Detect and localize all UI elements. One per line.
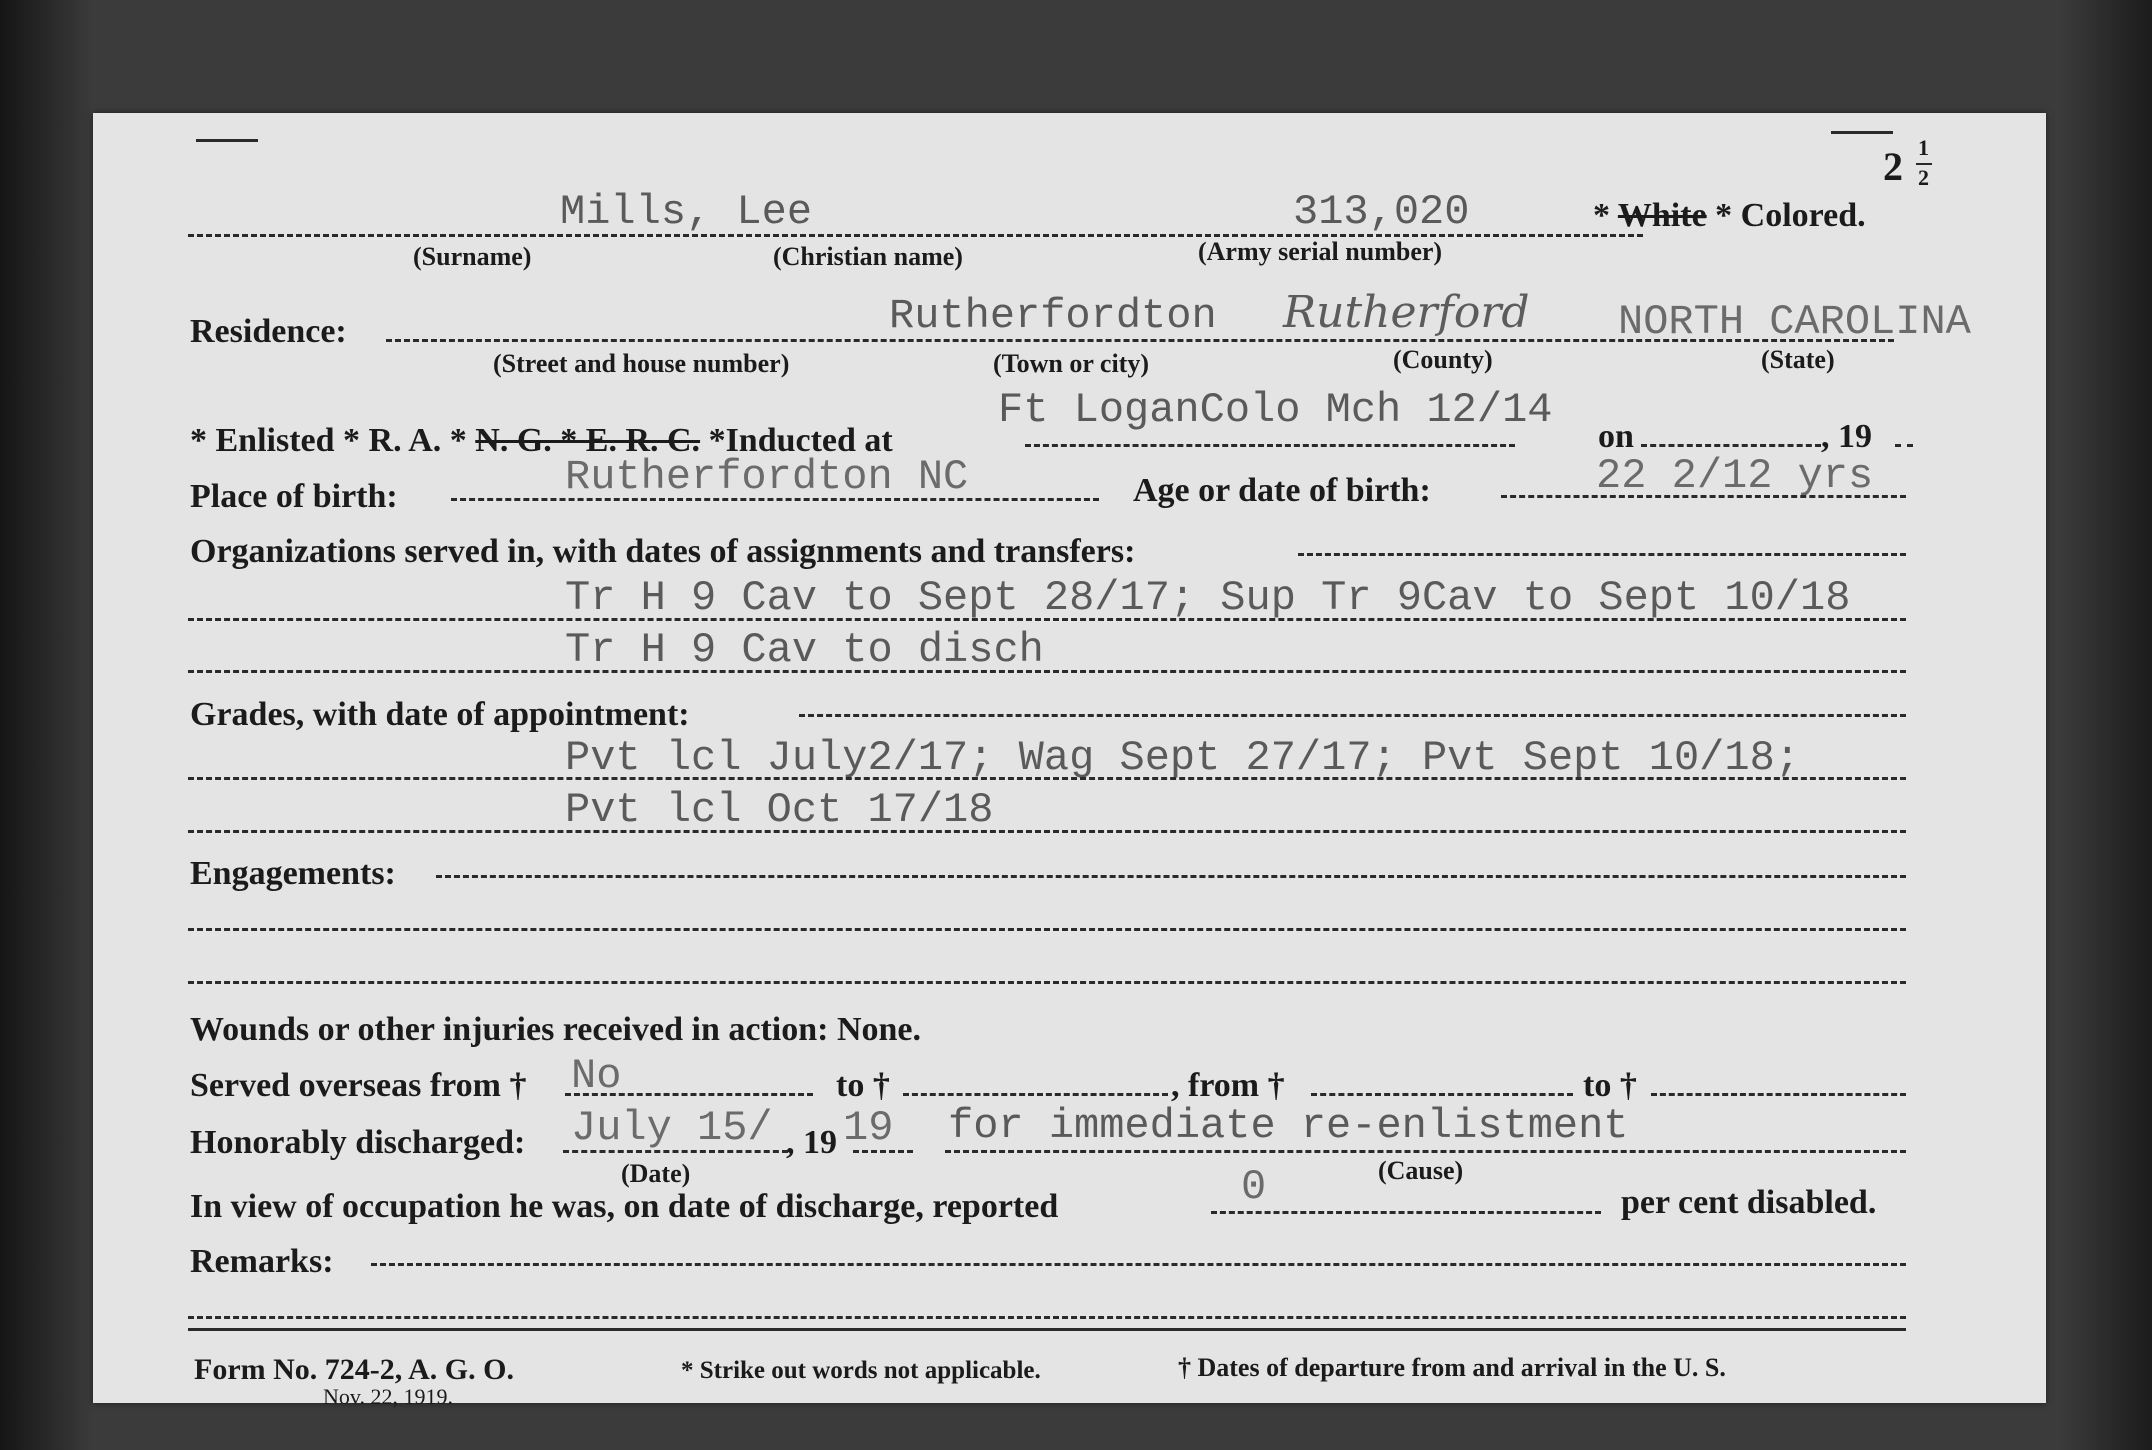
age-label: Age or date of birth: [1133, 472, 1431, 509]
organizations-line1-value: Tr H 9 Cav to Sept 28/17; Sup Tr 9Cav to Sept 10/18 [565, 574, 1851, 622]
discharge-date-line [563, 1150, 788, 1153]
induction-place-line [1025, 444, 1515, 447]
disability-suffix: per cent disabled. [1621, 1184, 1877, 1221]
overseas-to2-line [1651, 1093, 1906, 1096]
discharge-year-line [853, 1150, 913, 1153]
year-label: , 19 [1821, 418, 1872, 455]
on-label: on [1598, 418, 1634, 455]
name-value: Mills, Lee [560, 188, 813, 236]
overseas-from-line [565, 1093, 813, 1096]
discharge-year-prefix: , 19 [786, 1124, 837, 1161]
race-white-struck: White [1617, 197, 1707, 234]
race-options: * White * Colored. [1593, 197, 1866, 234]
scanner-background-right [2062, 0, 2152, 1450]
county-caption: (County) [1393, 345, 1493, 374]
place-of-birth-line [451, 498, 1099, 501]
grades-line-1 [188, 777, 1906, 780]
service-record-card [93, 113, 2046, 1409]
year-line [1895, 444, 1913, 447]
surname-caption: (Surname) [413, 242, 532, 271]
organizations-line-2 [188, 670, 1906, 673]
enlisted-label: * Enlisted * R. A. * N. G. * E. R. C. *Inducted at [190, 422, 893, 459]
date-caption: (Date) [621, 1159, 691, 1188]
form-date: Nov. 22, 1919. [323, 1384, 453, 1409]
residence-line [386, 339, 1894, 342]
overseas-label: Served overseas from † [190, 1067, 527, 1104]
grades-line-0 [799, 714, 1906, 717]
race-colored: Colored. [1740, 197, 1866, 234]
corner-fraction-denominator: 2 [1918, 165, 1929, 190]
discharge-label: Honorably discharged: [190, 1124, 526, 1161]
on-date-line [1641, 444, 1821, 447]
engagements-line-1 [188, 928, 1906, 931]
overseas-to2-label: to † [1583, 1067, 1637, 1104]
discharge-cause-line [945, 1150, 1906, 1153]
age-value: 22 2/12 yrs [1596, 452, 1874, 500]
top-right-mark [1831, 131, 1893, 134]
discharge-cause-value: for immediate re-enlistment [948, 1102, 1629, 1150]
corner-fraction-numerator: 1 [1918, 135, 1929, 160]
remarks-rule [188, 1328, 1906, 1331]
cause-caption: (Cause) [1378, 1156, 1464, 1185]
scanner-background-left [0, 0, 95, 1450]
wounds-label [190, 1013, 921, 1047]
organizations-line2-value: Tr H 9 Cav to disch [565, 626, 1044, 674]
engagements-line-0 [436, 875, 1906, 878]
form-number: Form No. 724-2, A. G. O. [194, 1353, 514, 1386]
discharge-date-value: July 15/ [571, 1104, 773, 1152]
place-of-birth-label: Place of birth: [190, 478, 398, 515]
wounds-label-text: Wounds or other injuries received in action: [190, 1011, 829, 1048]
town-caption: (Town or city) [993, 349, 1149, 378]
enlisted-prefix: * Enlisted * R. A. [190, 422, 442, 459]
remarks-label: Remarks: [190, 1243, 334, 1280]
disability-line [1211, 1211, 1601, 1214]
top-left-mark [196, 139, 258, 142]
serial-number-value: 313,020 [1293, 188, 1470, 236]
grades-line1-value: Pvt lcl July2/17; Wag Sept 27/17; Pvt Sept 10/18; [565, 734, 1801, 782]
induction-place-value: Ft LoganColo Mch 12/14 [998, 386, 1553, 434]
engagements-label: Engagements: [190, 855, 396, 892]
grades-line2-value: Pvt lcl Oct 17/18 [565, 786, 994, 834]
strike-note: * Strike out words not applicable. [681, 1357, 1041, 1384]
discharge-year-value: 19 [843, 1104, 894, 1152]
christian-name-caption: (Christian name) [773, 242, 963, 271]
enlisted-suffix: *Inducted at [708, 422, 893, 459]
residence-town-value: Rutherfordton [889, 292, 1217, 340]
disability-value: 0 [1241, 1163, 1267, 1211]
disability-label: In view of occupation he was, on date of discharge, reported [190, 1188, 1059, 1225]
grades-line-2 [188, 830, 1906, 833]
overseas-to-label: to † [836, 1067, 890, 1104]
residence-label: Residence: [190, 313, 347, 350]
residence-state-value: NORTH CAROLINA [1618, 298, 1971, 346]
dates-note: † Dates of departure from and arrival in the U. S. [1178, 1353, 1726, 1382]
overseas-from2-label: , from † [1171, 1067, 1285, 1104]
place-of-birth-value: Rutherfordton NC [565, 453, 969, 501]
organizations-label: Organizations served in, with dates of assignments and transfers: [190, 533, 1136, 570]
overseas-to-line [903, 1093, 1168, 1096]
residence-county-handwritten: Rutherford [1283, 287, 1530, 338]
organizations-line-0 [1298, 553, 1906, 556]
state-caption: (State) [1761, 345, 1835, 374]
grades-label: Grades, with date of appointment: [190, 696, 690, 733]
enlisted-struck-options: N. G. * E. R. C. [475, 422, 701, 459]
age-line [1501, 495, 1906, 498]
street-caption: (Street and house number) [493, 349, 790, 378]
organizations-line-1 [188, 618, 1906, 621]
remarks-line-1 [188, 1316, 1906, 1319]
serial-number-caption: (Army serial number) [1198, 237, 1443, 266]
remarks-line-0 [371, 1263, 1906, 1266]
engagements-line-2 [188, 981, 1906, 984]
wounds-value: None. [836, 1011, 922, 1048]
overseas-from2-line [1311, 1093, 1573, 1096]
corner-number: 2 [1883, 144, 1903, 189]
overseas-from-value: No [571, 1052, 622, 1100]
